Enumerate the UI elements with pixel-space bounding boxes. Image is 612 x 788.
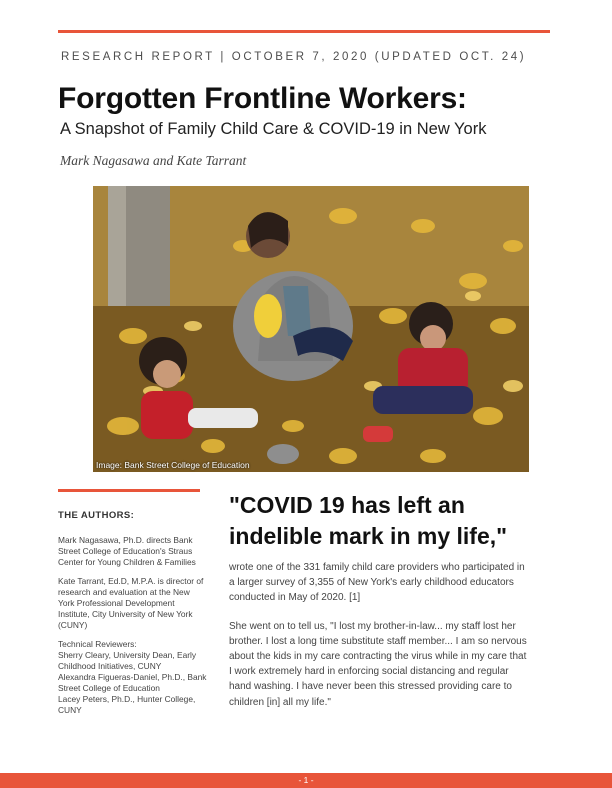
reviewer-entry: Alexandra Figueras-Daniel, Ph.D., Bank Street College of Education [58, 672, 207, 693]
author-bio: Kate Tarrant, Ed.D, M.P.A. is director of research and evaluation at the New York Professional Development Institute, City University of New York (CUNY) [58, 576, 204, 630]
report-title: Forgotten Frontline Workers: [58, 82, 467, 115]
cover-photo [93, 186, 529, 472]
author-byline: Mark Nagasawa and Kate Tarrant [60, 153, 247, 168]
cover-photo-illustration [93, 186, 529, 472]
body-paragraph: wrote one of the 331 family child care providers who participated in a larger survey of 3,355 of New York's early childhood educators conducted in May of 2020. [1] [229, 562, 525, 604]
photo-credit: Image: Bank Street College of Education [96, 460, 250, 470]
report-kicker: RESEARCH REPORT | OCTOBER 7, 2020 (UPDATED OCT. 24) [61, 51, 527, 63]
reviewer-entry: Lacey Peters, Ph.D., Hunter College, CUNY [58, 694, 196, 715]
reviewer-entry: Sherry Cleary, University Dean, Early Childhood Initiatives, CUNY [58, 650, 197, 671]
author-bio: Mark Nagasawa, Ph.D. directs Bank Street College of Education's Straus Center for Young Children & Families [58, 535, 196, 567]
authors-sidebar [58, 510, 208, 716]
authors-heading: THE AUTHORS: [58, 510, 135, 521]
reviewers-heading: Technical Reviewers: [58, 639, 137, 649]
body-paragraph: She went on to tell us, "I lost my brother-in-law... my staff lost her brother. I lost a long time substitute staff member... I am so nervous about the kids in my care contracting the virus while in my care that I work extremely hard in enforcing social distancing and regular hand washing. I have never been this stressed providing care to children [in] all my life." [229, 620, 527, 708]
pull-quote: "COVID 19 has left an indelible mark in my life," [229, 492, 508, 549]
top-rule [58, 30, 550, 33]
sidebar-rule [58, 489, 200, 492]
page-number: - 1 - [298, 775, 314, 785]
body-text [229, 560, 529, 723]
report-subtitle: A Snapshot of Family Child Care & COVID-19 in New York [60, 120, 487, 138]
footer-bar [0, 773, 612, 788]
